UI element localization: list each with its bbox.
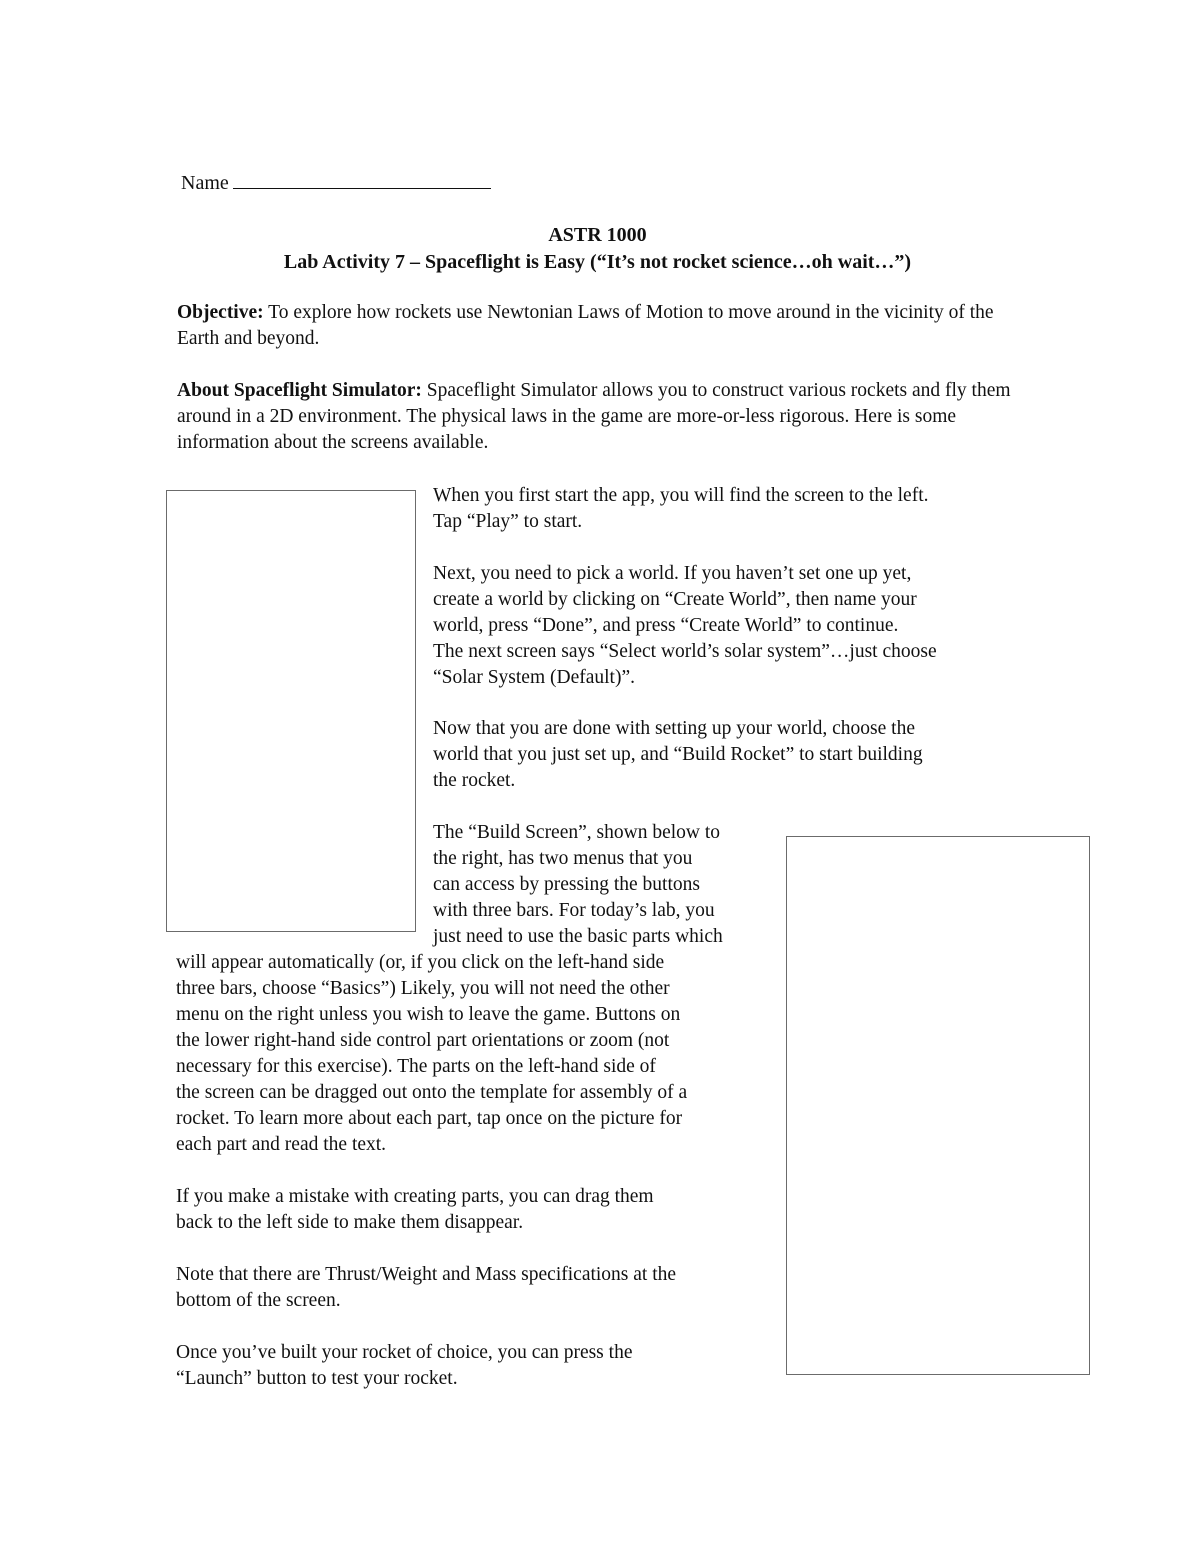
text-line: with three bars. For today’s lab, you — [433, 900, 715, 921]
objective-paragraph — [177, 300, 1027, 352]
about-label: About Spaceflight Simulator: — [177, 380, 422, 401]
text-line: bottom of the screen. — [176, 1290, 341, 1311]
text-line: the right, has two menus that you — [433, 848, 693, 869]
world-instructions — [433, 561, 937, 691]
text-line: back to the left side to make them disappear. — [176, 1212, 524, 1233]
text-line: three bars, choose “Basics”) Likely, you will not need the other — [176, 978, 670, 999]
text-line: When you first start the app, you will find the screen to the left. — [433, 485, 929, 506]
course-title: ASTR 1000 — [548, 224, 647, 246]
name-field — [181, 168, 491, 197]
text-line: world, press “Done”, and press “Create World” to continue. — [433, 615, 899, 636]
specs-note — [176, 1262, 676, 1314]
text-line: Next, you need to pick a world. If you haven’t set one up yet, — [433, 563, 912, 584]
lab-title: Lab Activity 7 – Spaceflight is Easy (“It’s not rocket science…oh wait…”) — [283, 251, 912, 273]
text-line: world that you just set up, and “Build Rocket” to start building — [433, 744, 923, 765]
mistake-instructions — [176, 1184, 654, 1236]
text-line: The “Build Screen”, shown below to — [433, 822, 721, 843]
text-line: the rocket. — [433, 770, 516, 791]
about-paragraph — [177, 378, 1027, 456]
launch-instructions — [176, 1340, 632, 1392]
build-screen-image-placeholder — [786, 836, 1090, 1375]
text-line: just need to use the basic parts which — [433, 926, 723, 947]
text-line: each part and read the text. — [176, 1134, 387, 1155]
text-line: The next screen says “Select world’s solar system”…just choose — [433, 641, 937, 662]
build-screen-instructions-narrow — [433, 820, 723, 950]
start-instructions — [433, 483, 929, 535]
text-line: necessary for this exercise). The parts on the left-hand side of — [176, 1056, 656, 1077]
text-line: “Launch” button to test your rocket. — [176, 1368, 458, 1389]
text-line: Note that there are Thrust/Weight and Mass specifications at the — [176, 1264, 677, 1285]
text-line: Tap “Play” to start. — [433, 511, 583, 532]
text-line: will appear automatically (or, if you click on the left-hand side — [176, 952, 665, 973]
objective-text: To explore how rockets use Newtonian Laws of Motion to move around in the vicinity of the Earth and beyond. — [177, 302, 994, 349]
text-line: the screen can be dragged out onto the template for assembly of a — [176, 1082, 688, 1103]
text-line: If you make a mistake with creating parts, you can drag them — [176, 1186, 654, 1207]
name-underline[interactable] — [233, 168, 491, 189]
text-line: can access by pressing the buttons — [433, 874, 700, 895]
text-line: menu on the right unless you wish to leave the game. Buttons on — [176, 1004, 681, 1025]
text-line: the lower right-hand side control part orientations or zoom (not — [176, 1030, 670, 1051]
name-label: Name — [181, 172, 229, 194]
text-line: Now that you are done with setting up your world, choose the — [433, 718, 915, 739]
build-screen-instructions-wide — [176, 950, 687, 1158]
text-line: create a world by clicking on “Create World”, then name your — [433, 589, 917, 610]
text-line: Once you’ve built your rocket of choice, you can press the — [176, 1342, 633, 1363]
text-line: “Solar System (Default)”. — [433, 667, 635, 688]
text-line: rocket. To learn more about each part, tap once on the picture for — [176, 1108, 683, 1129]
start-screen-image-placeholder — [166, 490, 416, 932]
about-text: Spaceflight Simulator allows you to construct various rockets and fly them around in a 2D environment. The physical laws in the game are more-or-less rigorous. Here is some information about the screens available. — [177, 380, 1011, 453]
objective-label: Objective: — [177, 302, 264, 323]
build-rocket-instructions — [433, 716, 923, 794]
